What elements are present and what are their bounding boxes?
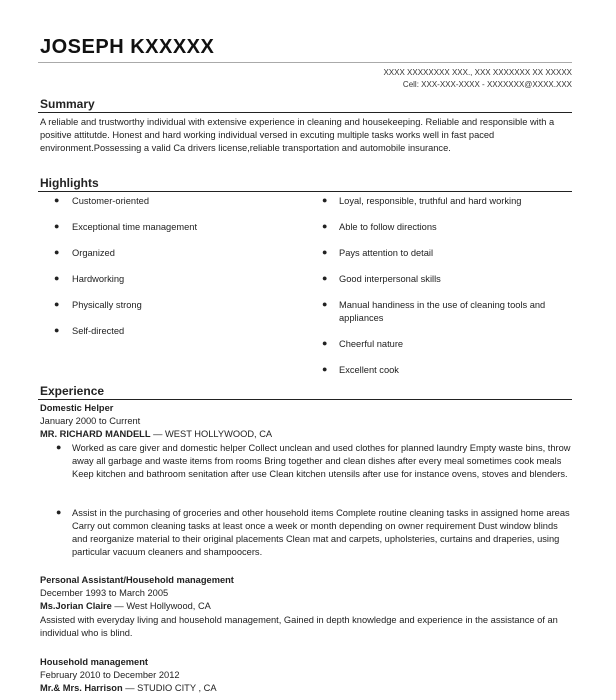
job-bullet: Assist in the purchasing of groceries and other household items Complete routine cleaning tasks in assigned home areas Carry out common cleaning tasks at least once a week or month depending on owner requirement Dust window blinds and reorganize material to their original placements Clean mat and carpets, upholsteries, curtains and draperies, using particular vacuum cleaners and shampoocers. (72, 508, 570, 557)
highlight-item: Good interpersonal skills (339, 274, 441, 284)
bullet-icon: ● (322, 364, 328, 374)
bullet-icon: ● (54, 247, 60, 257)
job-location: WEST HOLLYWOOD, CA (165, 429, 273, 439)
bullet-icon: ● (54, 195, 60, 205)
job-description: Assisted with everyday living and household management, Gained in depth knowledge and experience in the assistance of an individual who is blind. (40, 615, 558, 638)
summary-text: A reliable and trustworthy individual with extensive experience in cleaning and housekeeping. Reliable and responsible with a positive attitutde. Honest and hard working individual versed in excuting multiple tasks works well in fast paced environment.Possessing a valid Ca drivers license,reliable transportation and automobile insurance. (40, 117, 555, 153)
summary-divider (38, 112, 572, 113)
highlight-item: Exceptional time management (72, 222, 198, 232)
job-location: West Hollywood, CA (126, 601, 211, 611)
job-location: STUDIO CITY , CA (137, 683, 217, 693)
bullet-icon: ● (54, 325, 60, 335)
bullet-icon: ● (322, 299, 328, 309)
highlights-divider (38, 191, 572, 192)
bullet-icon: ● (54, 273, 60, 283)
bullet-icon: ● (322, 247, 328, 257)
job-title: Household management (40, 657, 148, 667)
job-employer: Mr.& Mrs. Harrison (40, 683, 123, 693)
highlight-item: Cheerful nature (339, 339, 404, 349)
bullet-icon: ● (322, 221, 328, 231)
job-employer-line (40, 429, 272, 439)
job-employer-line (40, 683, 217, 693)
bullet-icon: ● (322, 273, 328, 283)
highlight-item: Hardworking (72, 274, 125, 284)
header-divider (38, 62, 572, 63)
highlight-item: Able to follow directions (339, 222, 437, 232)
contact-line: Cell: XXX-XXX-XXXX - XXXXXXX@XXXX.XXX (402, 80, 572, 89)
job-title: Domestic Helper (40, 403, 114, 413)
summary-heading: Summary (40, 97, 95, 111)
job-dates: February 2010 to December 2012 (40, 670, 180, 680)
candidate-name: JOSEPH KXXXXX (40, 36, 215, 58)
job-dates: January 2000 to Current (40, 416, 141, 426)
job-sep: — (125, 683, 138, 693)
highlight-item: Excellent cook (339, 365, 399, 375)
bullet-icon: ● (56, 442, 62, 452)
highlight-item: Physically strong (72, 300, 142, 310)
job-sep: — (153, 429, 166, 439)
job-title: Personal Assistant/Household management (40, 575, 234, 585)
highlight-item: Self-directed (72, 326, 125, 336)
job-employer: MR. RICHARD MANDELL (40, 429, 151, 439)
bullet-icon: ● (54, 221, 60, 231)
job-employer-line (40, 601, 211, 611)
job-employer: Ms.Jorian Claire (40, 601, 112, 611)
job-dates: December 1993 to March 2005 (40, 588, 169, 598)
highlight-item: Manual handiness in the use of cleaning tools and appliances (339, 300, 546, 323)
job-sep: — (114, 601, 127, 611)
highlight-item: Customer-oriented (72, 196, 149, 206)
experience-heading: Experience (40, 384, 105, 398)
bullet-icon: ● (54, 299, 60, 309)
bullet-icon: ● (322, 195, 328, 205)
highlight-item: Loyal, responsible, truthful and hard working (339, 196, 522, 206)
experience-divider (38, 399, 572, 400)
highlight-item: Organized (72, 248, 115, 258)
bullet-icon: ● (322, 338, 328, 348)
highlight-item: Pays attention to detail (339, 248, 434, 258)
highlights-heading: Highlights (40, 176, 99, 190)
job-bullet: Worked as care giver and domestic helper Collect unclean and used clothes for planned laundry Empty waste bins, throw away all garbage and waste items from rooms Bring together and clean dishes after every meal sometimes cook meals Keep kitchen and bathroom senitation after use Clean kitchen utensils after use for instance ovens, stoves and blenders. (72, 443, 571, 479)
bullet-icon: ● (56, 507, 62, 517)
address-line: XXXX XXXXXXXX XXX., XXX XXXXXXX XX XXXXX (383, 68, 572, 77)
